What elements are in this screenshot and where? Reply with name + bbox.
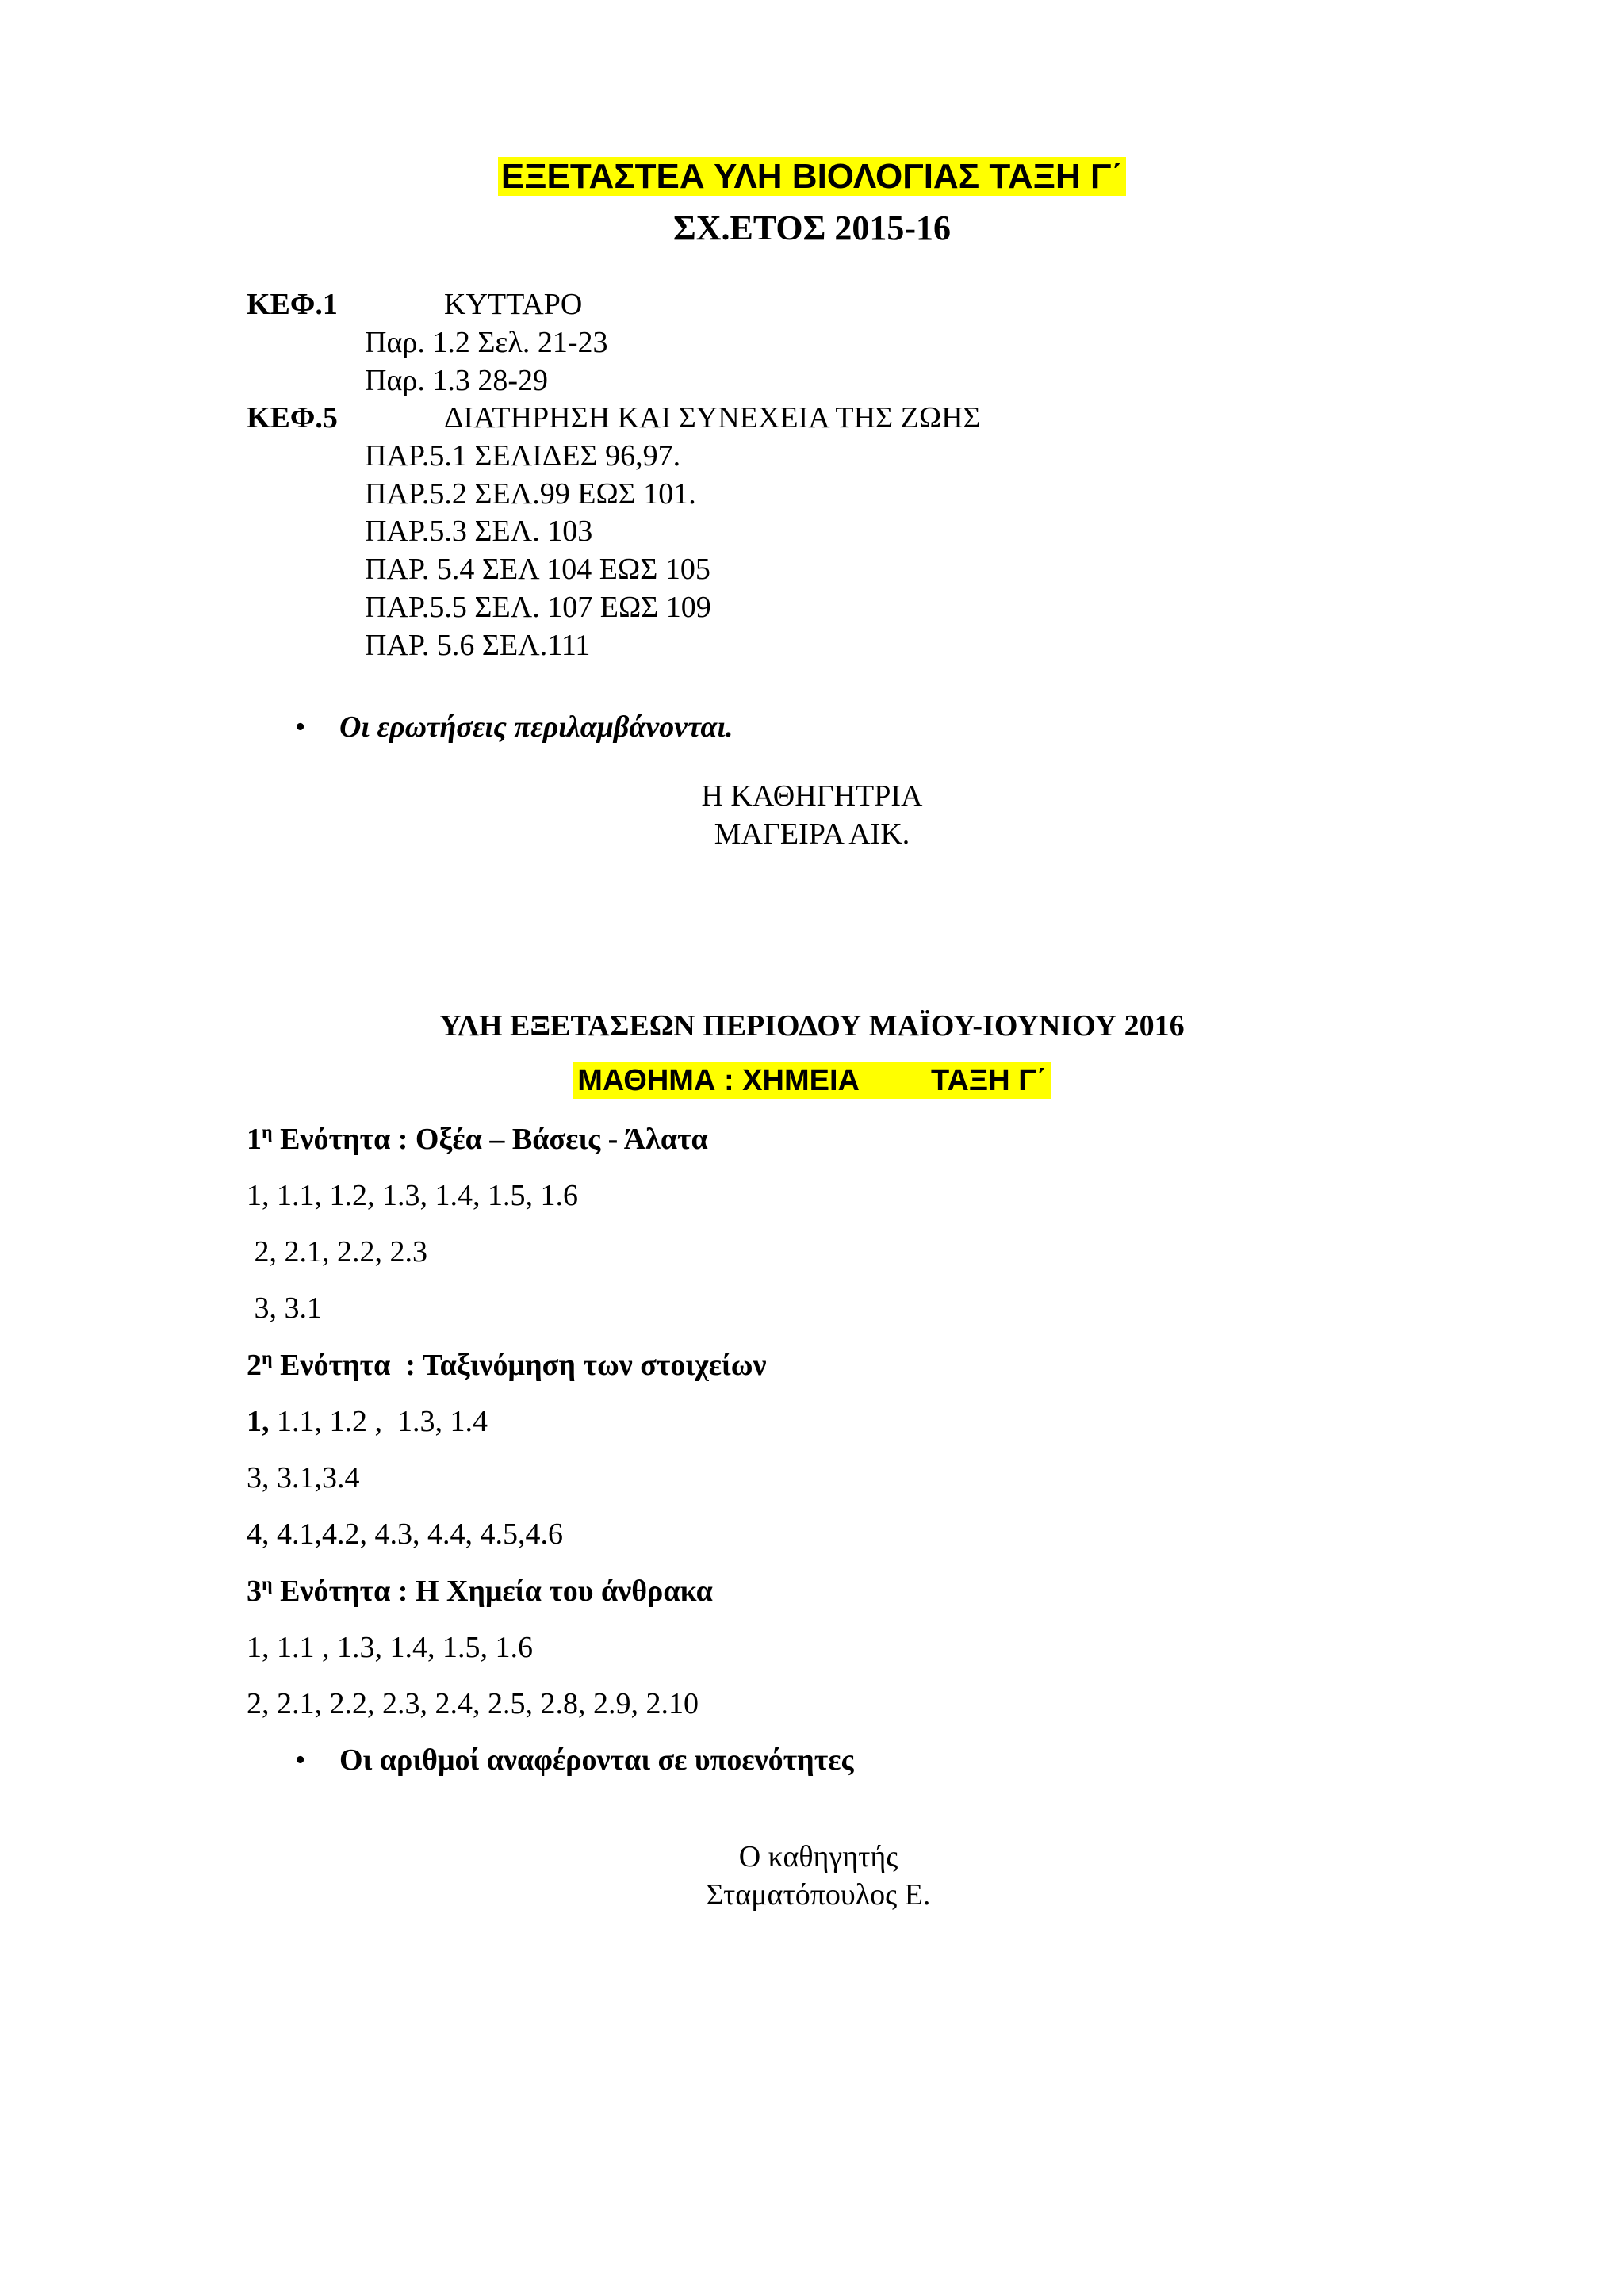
biology-signature-name: ΜΑΓΕΙΡΑ ΑΙΚ. — [714, 817, 910, 851]
chemistry-note-text: Οι αριθμοί αναφέρονται σε υποενότητες — [339, 1743, 854, 1777]
biology-title-text: ΕΞΕΤΑΣΤΕΑ ΥΛΗ ΒΙΟΛΟΓΙΑΣ ΤΑΞΗ Γ΄ — [498, 157, 1126, 196]
biology-chapter-1-label: ΚΕΦ.1 — [247, 288, 338, 321]
biology-item: ΠΑΡ.5.2 ΣΕΛ.99 ΕΩΣ 101. — [365, 477, 696, 511]
biology-title — [0, 157, 1624, 197]
chemistry-row: 3, 3.1,3.4 — [247, 1461, 360, 1494]
biology-chapter-5-title: ΔΙΑΤΗΡΗΣΗ ΚΑΙ ΣΥΝΕΧΕΙΑ ΤΗΣ ΖΩΗΣ — [444, 401, 981, 434]
chemistry-unit-1-heading — [247, 1122, 708, 1157]
bullet-icon: • — [295, 710, 306, 744]
biology-item: ΠΑΡ.5.1 ΣΕΛΙΔΕΣ 96,97. — [365, 439, 681, 473]
unit-ordinal: η — [262, 1122, 273, 1143]
chemistry-title: ΥΛΗ ΕΞΕΤΑΣΕΩΝ ΠΕΡΙΟΔΟΥ ΜΑΪΟΥ-ΙΟΥΝΙΟΥ 2016 — [439, 1009, 1185, 1043]
chemistry-unit-3-heading — [247, 1574, 713, 1609]
unit-ordinal: η — [262, 1348, 273, 1369]
biology-note-text: Οι ερωτήσεις περιλαμβάνονται. — [339, 710, 733, 744]
chemistry-subject-line — [0, 1064, 1624, 1098]
biology-item: ΠΑΡ.5.5 ΣΕΛ. 107 ΕΩΣ 109 — [365, 591, 711, 624]
chemistry-row: 3, 3.1 — [247, 1292, 322, 1325]
chemistry-row: 1, 1.1 , 1.3, 1.4, 1.5, 1.6 — [247, 1631, 533, 1664]
chemistry-row — [247, 1404, 488, 1439]
chemistry-unit-2-heading — [247, 1348, 766, 1383]
biology-signature-role: Η ΚΑΘΗΓΗΤΡΙΑ — [701, 779, 923, 813]
chemistry-row: 4, 4.1,4.2, 4.3, 4.4, 4.5,4.6 — [247, 1517, 563, 1551]
biology-item: Παρ. 1.3 28-29 — [365, 364, 548, 397]
biology-item: Παρ. 1.2 Σελ. 21-23 — [365, 326, 608, 359]
chemistry-row: 2, 2.1, 2.2, 2.3 — [247, 1235, 427, 1269]
unit-ordinal: η — [262, 1574, 273, 1595]
row-lead: 1, — [247, 1405, 270, 1438]
biology-chapter-1-title: ΚΥΤΤΑΡΟ — [444, 288, 583, 321]
chemistry-row: 2, 2.1, 2.2, 2.3, 2.4, 2.5, 2.8, 2.9, 2.10 — [247, 1687, 699, 1720]
chemistry-note — [295, 1743, 854, 1777]
unit-number: 3 — [247, 1575, 262, 1608]
chemistry-row: 1, 1.1, 1.2, 1.3, 1.4, 1.5, 1.6 — [247, 1179, 578, 1212]
biology-item: ΠΑΡ.5.3 ΣΕΛ. 103 — [365, 515, 593, 548]
biology-school-year: ΣΧ.ΕΤΟΣ 2015-16 — [672, 209, 952, 247]
unit-title: Ενότητα : Η Χημεία του άνθρακα — [272, 1575, 713, 1608]
biology-note — [295, 710, 733, 744]
chemistry-subject-highlight — [573, 1062, 1051, 1099]
unit-number: 2 — [247, 1349, 262, 1382]
chemistry-class: ΤΑΞΗ Γ΄ — [930, 1064, 1047, 1097]
chemistry-subject: ΜΑΘΗΜΑ : ΧΗΜΕΙΑ — [577, 1064, 860, 1097]
unit-title: Ενότητα : Ταξινόμηση των στοιχείων — [272, 1349, 767, 1382]
chemistry-signature-name: Σταματόπουλος Ε. — [706, 1878, 931, 1911]
bullet-icon: • — [295, 1743, 306, 1777]
row-text: 1.1, 1.2 , 1.3, 1.4 — [269, 1405, 488, 1438]
unit-title: Ενότητα : Οξέα – Βάσεις - Άλατα — [272, 1123, 708, 1156]
biology-item: ΠΑΡ. 5.6 ΣΕΛ.111 — [365, 629, 591, 662]
chemistry-signature-role: Ο καθηγητής — [738, 1840, 898, 1873]
unit-number: 1 — [247, 1123, 262, 1156]
biology-chapter-5-label: ΚΕΦ.5 — [247, 401, 338, 434]
biology-item: ΠΑΡ. 5.4 ΣΕΛ 104 ΕΩΣ 105 — [365, 553, 710, 586]
